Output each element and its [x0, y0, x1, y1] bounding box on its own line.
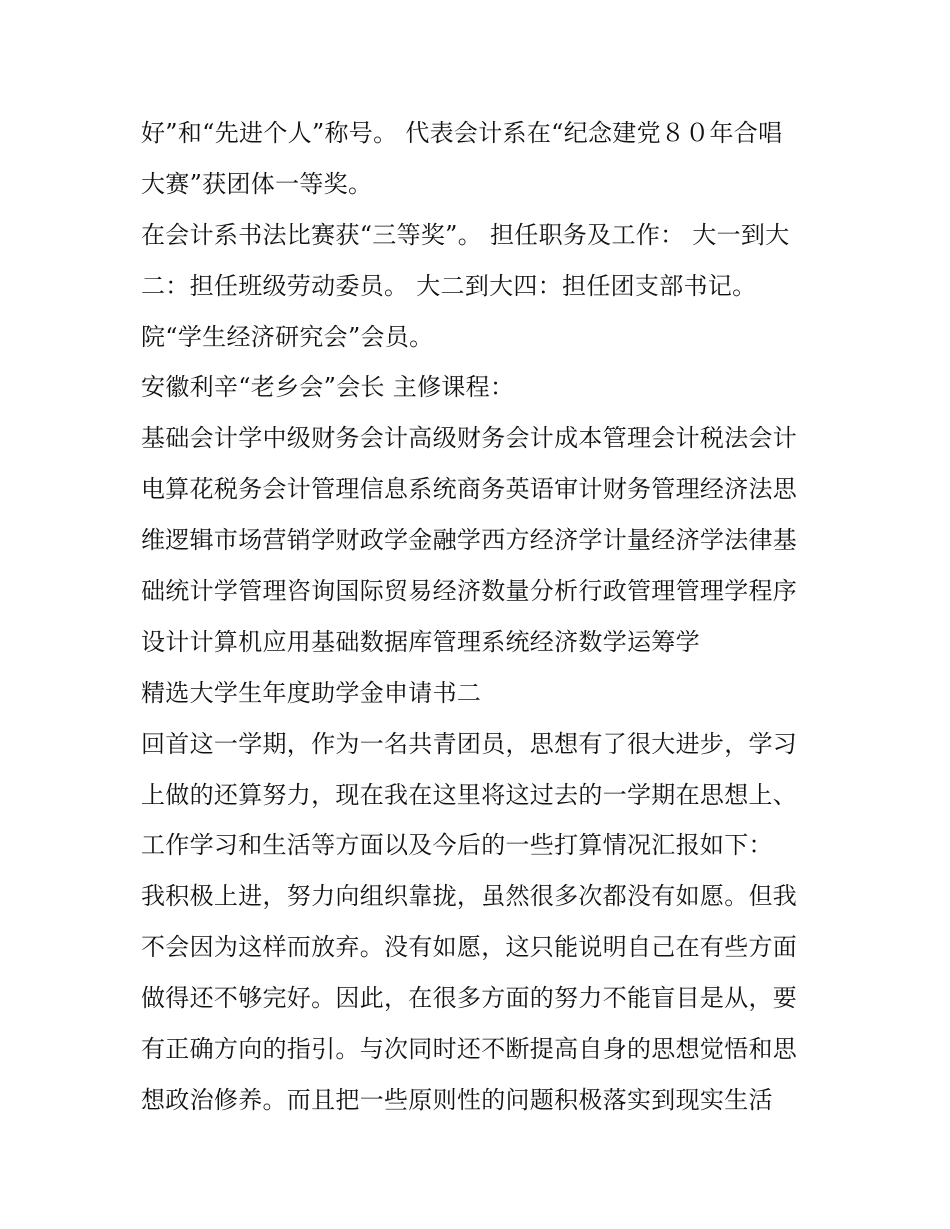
text-line: 设计计算机应用基础数据库管理系统经济数学运筹学	[141, 627, 700, 656]
text-line: 电算花税务会计管理信息系统商务英语审计财务管理经济法思	[141, 475, 798, 504]
text-line: 基础会计学中级财务会计高级财务会计成本管理会计税法会计	[141, 424, 798, 453]
text-line: 安徽利辛“老乡会”会长 主修课程：	[141, 373, 515, 402]
text-line: 大赛”获团体一等奖。	[141, 169, 373, 198]
text-line: 在会计系书法比赛获“三等奖”。 担任职务及工作： 大一到大	[141, 220, 790, 249]
text-line: 不会因为这样而放弃。没有如愿，这只能说明自己在有些方面	[141, 933, 798, 962]
text-line: 上做的还算努力，现在我在这里将这过去的一学期在思想上、	[141, 780, 798, 809]
text-line: 维逻辑市场营销学财政学金融学西方经济学计量经济学法律基	[141, 526, 798, 555]
text-line: 想政治修养。而且把一些原则性的问题积极落实到现实生活	[141, 1085, 773, 1114]
text-line: 好”和“先进个人”称号。 代表会计系在“纪念建党８０年合唱	[141, 119, 783, 147]
text-line: 做得还不够完好。因此，在很多方面的努力不能盲目是从，要	[141, 984, 798, 1013]
text-line: 础统计学管理咨询国际贸易经济数量分析行政管理管理学程序	[141, 577, 798, 606]
text-line: 我积极上进，努力向组织靠拢，虽然很多次都没有如愿。但我	[141, 882, 798, 911]
text-line: 院“学生经济研究会”会员。	[141, 322, 434, 351]
body-text	[141, 108, 831, 1126]
section-heading: 精选大学生年度助学金申请书二	[141, 678, 482, 707]
text-line: 有正确方向的指引。与次同时还不断提高自身的思想觉悟和思	[141, 1035, 798, 1064]
text-line: 二：担任班级劳动委员。 大二到大四：担任团支部书记。	[141, 271, 757, 300]
text-line: 工作学习和生活等方面以及今后的一些打算情况汇报如下：	[141, 831, 773, 860]
text-line: 回首这一学期，作为一名共青团员，思想有了很大进步，学习	[141, 729, 798, 758]
